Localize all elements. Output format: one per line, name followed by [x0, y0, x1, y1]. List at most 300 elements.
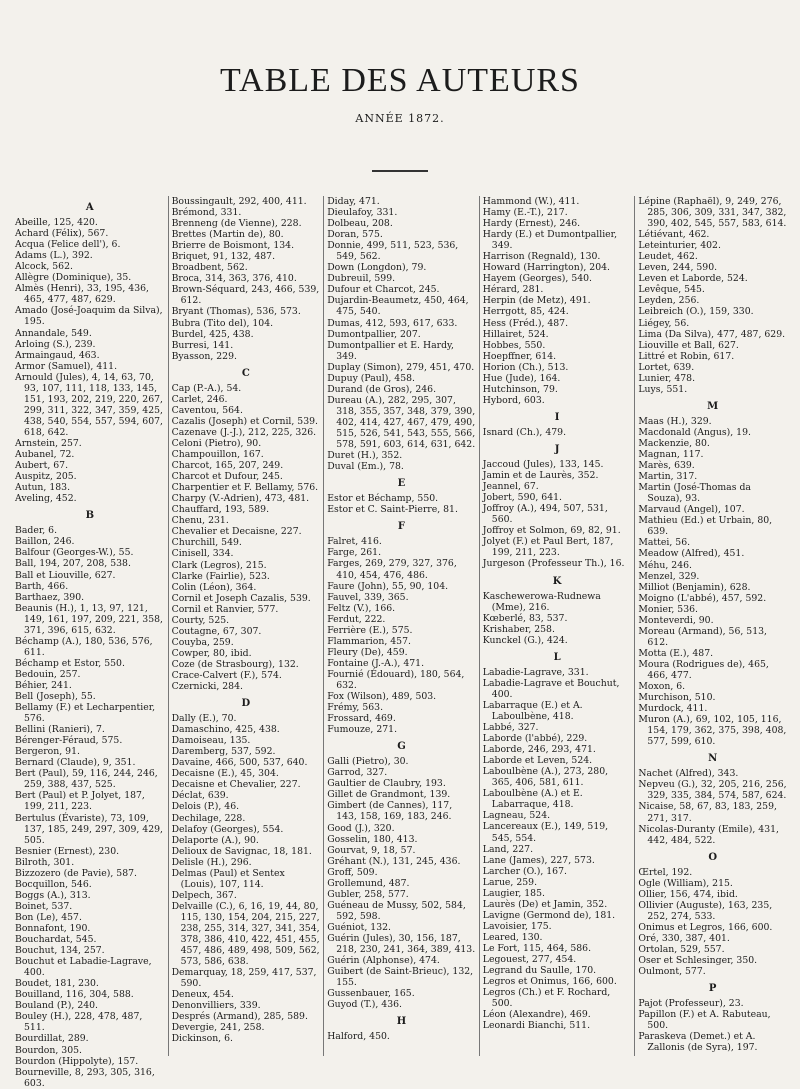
- index-entry: Bourneville, 8, 293, 305, 316, 603.: [15, 1066, 155, 1089]
- index-entry: Bell (Joseph), 55.: [15, 691, 96, 703]
- index-entry: Daremberg, 537, 592.: [171, 746, 276, 758]
- index-entry: Guyod (T.), 436.: [327, 999, 403, 1011]
- index-entry: Dally (E.), 70.: [171, 713, 237, 725]
- index-entry: Barth, 466.: [15, 580, 69, 592]
- section-letter: H: [396, 1016, 407, 1028]
- index-entry: Hybord, 603.: [482, 394, 545, 406]
- index-entry: Monteverdi, 90.: [638, 614, 714, 626]
- index-entry: Bedouin, 257.: [15, 668, 81, 680]
- index-entry: Broca, 314, 363, 376, 410.: [171, 273, 297, 285]
- index-entry: Leven, 244, 590.: [638, 262, 718, 274]
- index-entry: Onimus et Legros, 166, 600.: [638, 921, 773, 933]
- index-entry: Hutchinson, 79.: [482, 383, 558, 395]
- index-entry: Hess (Fréd.), 487.: [482, 317, 569, 329]
- index-entry: Bonnafont, 190.: [15, 923, 91, 934]
- index-entry: Larcher (O.), 167.: [482, 865, 567, 877]
- index-entry: Couyba, 259.: [171, 636, 234, 648]
- index-entry: Motta (E.), 487.: [638, 647, 714, 659]
- index-entry: Bellamy (F.) et Lecharpentier, 576.: [15, 702, 156, 725]
- index-entry: Carlet, 246.: [171, 393, 228, 405]
- index-entry: Laugier, 185.: [482, 887, 545, 899]
- index-entry: Burresi, 141.: [171, 339, 234, 351]
- index-entry: Amado (José-Joaquim da Silva), 195.: [15, 305, 163, 328]
- index-entry: Duret (H.), 352.: [327, 450, 403, 462]
- index-entry: Baillon, 246.: [15, 536, 75, 548]
- index-entry: Leteinturier, 402.: [638, 240, 721, 252]
- index-entry: Marès, 639.: [638, 460, 695, 472]
- index-entry: Frossard, 469.: [327, 713, 396, 725]
- author-index: [12, 196, 790, 1089]
- index-entry: Chauffard, 193, 589.: [171, 504, 270, 516]
- section-letter: C: [241, 367, 250, 379]
- index-entry: Legros (Ch.) et F. Rochard, 500.: [482, 987, 611, 1010]
- index-entry: Cowper, 80, ibid.: [171, 647, 252, 659]
- index-entry: Delois (P.), 46.: [171, 801, 240, 813]
- index-entry: Lima (Da Silva), 477, 487, 629.: [638, 328, 786, 340]
- index-entry: Laurès (De) et Jamin, 352.: [482, 898, 608, 910]
- index-entry: Demarquay, 18, 259, 417, 537, 590.: [171, 967, 317, 990]
- index-entry: Delaporte (A.), 90.: [171, 834, 259, 846]
- index-entry: Bouchut, 134, 257.: [15, 945, 105, 957]
- index-entry: Ollivier (Auguste), 163, 235, 252, 274, 533.: [638, 899, 773, 922]
- index-entry: Balfour (Georges-W.), 55.: [15, 547, 134, 559]
- index-entry: Bérenger-Féraud, 575.: [15, 735, 123, 747]
- index-entry: Labbé, 327.: [482, 722, 539, 734]
- index-entry: Burdel, 425, 438.: [171, 328, 254, 340]
- index-entry: Larue, 259.: [482, 876, 538, 888]
- index-entry: Nachet (Alfred), 343.: [638, 768, 739, 780]
- index-entry: Ferrière (E.), 575.: [327, 624, 413, 636]
- index-entry: Guéniot, 132.: [327, 921, 392, 933]
- index-entry: Allègre (Dominique), 35.: [15, 272, 132, 284]
- section-letter: B: [85, 510, 95, 522]
- index-entry: Celoni (Pietro), 90.: [171, 437, 262, 449]
- index-entry: Labadie-Lagrave, 331.: [482, 666, 589, 678]
- index-entry: Moxon, 6.: [638, 681, 686, 693]
- index-entry: Boinet, 537.: [15, 900, 73, 912]
- index-entry: Dumontpallier, 207.: [327, 328, 421, 340]
- index-entry: Arnould (Jules), 4, 14, 63, 70, 93, 107, 111, 118, 133, 145, 151, 193, 202, 219, 220, 267, 299, 311, 322, 347, 359, 425, 438, 540, 554, 557, 594, 607, 618, 642.: [15, 371, 163, 438]
- index-entry: Delmas (Paul) et Sentex (Louis), 107, 114.: [171, 867, 285, 890]
- index-entry: Charpentier et F. Bellamy, 576.: [171, 482, 319, 494]
- index-entry: Muron (A.), 69, 102, 105, 116, 154, 179, 362, 375, 398, 408, 577, 599, 610.: [638, 714, 787, 748]
- section-letter: P: [708, 983, 717, 995]
- index-entry: Legros et Onimus, 166, 600.: [482, 976, 617, 988]
- index-column-3: [323, 196, 479, 1056]
- index-entry: Luys, 551.: [638, 383, 688, 395]
- index-entry: Byasson, 229.: [171, 350, 237, 362]
- index-entry: Martin (José-Thomas da Souza), 93.: [638, 482, 751, 505]
- index-entry: Hue (Jude), 164.: [482, 372, 561, 384]
- index-entry: Méhu, 246.: [638, 559, 692, 571]
- index-entry: Lagneau, 524.: [482, 810, 551, 822]
- index-entry: Kœberlé, 83, 537.: [482, 612, 568, 624]
- index-entry: Down (Longdon), 79.: [327, 262, 427, 274]
- index-entry: Davaine, 466, 500, 537, 640.: [171, 757, 308, 769]
- index-entry: Bourdillat, 289.: [15, 1033, 89, 1045]
- index-entry: Dumontpallier et E. Hardy, 349.: [327, 339, 454, 362]
- index-entry: Guéneau de Mussy, 502, 584, 592, 598.: [327, 899, 466, 922]
- index-entry: Cinisell, 334.: [171, 548, 234, 560]
- index-entry: Lavigne (Germond de), 181.: [482, 909, 616, 921]
- index-entry: Krishaber, 258.: [482, 623, 555, 635]
- index-entry: Œrtel, 192.: [638, 866, 693, 878]
- index-entry: Ogle (William), 215.: [638, 877, 733, 889]
- index-entry: Gréhant (N.), 131, 245, 436.: [327, 855, 461, 867]
- index-entry: Chevalier et Decaisne, 227.: [171, 526, 302, 538]
- index-entry: Bryant (Thomas), 536, 573.: [171, 306, 301, 318]
- index-entry: Isnard (Ch.), 479.: [482, 426, 567, 438]
- index-entry: Ortolan, 529, 557.: [638, 944, 725, 956]
- index-entry: Brenneng (de Vienne), 228.: [171, 218, 302, 230]
- index-entry: Duplay (Simon), 279, 451, 470.: [327, 361, 475, 373]
- index-entry: Dupuy (Paul), 458.: [327, 372, 415, 384]
- index-entry: Hobbes, 550.: [482, 339, 546, 351]
- index-entry: Gubler, 258, 577.: [327, 888, 409, 900]
- index-entry: Caventou, 564.: [171, 404, 243, 416]
- index-entry: Murdock, 411.: [638, 703, 708, 715]
- index-entry: Laborde et Leven, 524.: [482, 755, 593, 767]
- index-entry: Mattei, 56.: [638, 537, 691, 549]
- index-entry: Besnier (Ernest), 230.: [15, 845, 120, 857]
- index-entry: Bilroth, 301.: [15, 856, 75, 868]
- index-entry: Oré, 330, 387, 401.: [638, 933, 730, 944]
- index-entry: Le Fort, 115, 464, 586.: [482, 943, 592, 954]
- index-entry: Gussenbauer, 165.: [327, 988, 415, 1000]
- index-entry: Aubanel, 72.: [15, 449, 75, 461]
- index-entry: Farge, 261.: [327, 547, 382, 559]
- index-entry: Hoepffner, 614.: [482, 350, 557, 362]
- index-entry: Groff, 509.: [327, 866, 378, 878]
- index-entry: Frémy, 563.: [327, 702, 384, 714]
- index-entry: Jamin et de Laurès, 352.: [482, 470, 599, 482]
- index-entry: Damoiseau, 135.: [171, 735, 251, 747]
- index-entry: Guibert (de Saint-Brieuc), 132, 155.: [327, 966, 474, 989]
- index-entry: Colin (Léon), 364.: [171, 581, 257, 593]
- index-entry: Bert (Paul), 59, 116, 244, 246, 259, 388, 437, 525.: [15, 768, 158, 791]
- index-entry: Donnie, 499, 511, 523, 536, 549, 562.: [327, 240, 459, 263]
- index-entry: Harrison (Regnald), 130.: [482, 251, 601, 263]
- section-letter: O: [708, 851, 718, 863]
- index-entry: Doran, 575.: [327, 229, 383, 241]
- index-entry: Bergeron, 91.: [15, 746, 80, 758]
- index-entry: Macdonald (Angus), 19.: [638, 426, 751, 438]
- index-entry: Flammarion, 457.: [327, 635, 411, 647]
- index-entry: Dubreuil, 599.: [327, 273, 396, 285]
- index-entry: Laboulbène (A.) et E. Labarraque, 418.: [482, 788, 583, 811]
- index-entry: Lunier, 478.: [638, 372, 696, 384]
- index-entry: Feltz (V.), 166.: [327, 602, 396, 614]
- index-entry: Dickinson, 6.: [171, 1033, 233, 1045]
- index-entry: Dechilage, 228.: [171, 812, 246, 824]
- index-entry: Jobert, 590, 641.: [482, 492, 563, 504]
- index-entry: Mackenzie, 80.: [638, 437, 710, 449]
- index-entry: Liouville et Ball, 627.: [638, 339, 739, 351]
- index-entry: Bon (Le), 457.: [15, 911, 82, 923]
- index-entry: Adams (L.), 392.: [15, 250, 93, 262]
- index-entry: Gillet de Grandmont, 139.: [327, 789, 451, 801]
- index-entry: Legrand du Saulle, 170.: [482, 965, 597, 977]
- page-title: TABLE DES AUTEURS: [220, 62, 580, 99]
- index-entry: Courty, 525.: [171, 614, 230, 626]
- index-entry: Joffroy et Solmon, 69, 82, 91.: [482, 525, 621, 537]
- index-entry: Denonvilliers, 339.: [171, 1000, 261, 1012]
- index-entry: Guérin (Jules), 30, 156, 187, 218, 230, 241, 364, 389, 413.: [327, 933, 476, 956]
- index-entry: Armor (Samuel), 411.: [15, 360, 118, 372]
- index-entry: Broadbent, 562.: [171, 262, 248, 274]
- index-entry: Milliot (Benjamin), 628.: [638, 581, 751, 593]
- index-entry: Howard (Harrington), 204.: [482, 262, 610, 274]
- index-entry: Chenu, 231.: [171, 515, 229, 527]
- index-entry: Ferdut, 222.: [327, 613, 386, 625]
- index-entry: Lancereaux (E.), 149, 519, 545, 554.: [482, 821, 609, 844]
- index-entry: Bouchut et Labadie-Lagrave, 400.: [15, 956, 152, 979]
- index-entry: Dieulafoy, 331.: [327, 207, 398, 219]
- index-entry: Béhier, 241.: [15, 679, 72, 691]
- index-entry: Durand (de Gros), 246.: [327, 383, 437, 395]
- section-letter: I: [554, 411, 560, 423]
- index-entry: Briquet, 91, 132, 487.: [171, 251, 276, 263]
- index-entry: Galli (Pietro), 30.: [327, 756, 409, 768]
- index-entry: Ball, 194, 207, 208, 538.: [15, 558, 131, 570]
- index-column-2: [168, 196, 324, 1056]
- index-entry: Auspitz, 205.: [15, 471, 77, 483]
- index-entry: Hérard, 281.: [482, 284, 544, 296]
- index-entry: Achard (Félix), 567.: [15, 228, 109, 240]
- index-entry: Legouest, 277, 454.: [482, 954, 577, 966]
- index-entry: Decaisne (E.), 45, 304.: [171, 768, 279, 780]
- index-entry: Meadow (Alfred), 451.: [638, 548, 745, 560]
- index-entry: Kaschewerowa-Rudnewa (Mme), 216.: [482, 590, 601, 613]
- index-entry: Jeannel, 67.: [482, 481, 539, 493]
- index-entry: Cornil et Joseph Cazalis, 539.: [171, 592, 311, 604]
- index-entry: Lavoisier, 175.: [482, 920, 552, 932]
- index-entry: Farges, 269, 279, 327, 376, 410, 454, 476, 486.: [327, 558, 457, 581]
- index-entry: Béchamp et Estor, 550.: [15, 657, 125, 669]
- index-entry: Marvaud (Angel), 107.: [638, 504, 745, 516]
- index-entry: Arloing (S.), 239.: [15, 338, 96, 350]
- index-entry: Després (Armand), 285, 589.: [171, 1011, 308, 1023]
- index-entry: Bouley (H.), 228, 478, 487, 511.: [15, 1011, 143, 1034]
- index-entry: Charpy (V.-Adrien), 473, 481.: [171, 493, 310, 505]
- index-entry: Alcock, 562.: [15, 261, 73, 273]
- index-column-1: [12, 196, 168, 1089]
- index-entry: Brierre de Boismont, 134.: [171, 240, 295, 252]
- index-entry: Hardy (Ernest), 246.: [482, 218, 581, 230]
- index-entry: Fumouze, 271.: [327, 724, 398, 736]
- index-entry: Garrod, 327.: [327, 767, 388, 779]
- index-entry: Bouchardat, 545.: [15, 934, 97, 946]
- index-entry: Levêque, 545.: [638, 284, 705, 296]
- index-entry: Laborde (l'abbé), 229.: [482, 733, 588, 745]
- index-entry: Ball et Liouville, 627.: [15, 569, 116, 581]
- index-entry: Fleury (De), 459.: [327, 646, 408, 658]
- index-entry: Fox (Wilson), 489, 503.: [327, 691, 437, 703]
- index-entry: Hamy (E.-T.), 217.: [482, 207, 568, 219]
- index-entry: Herpin (de Metz), 491.: [482, 295, 591, 307]
- index-entry: Good (J.), 320.: [327, 822, 395, 834]
- index-entry: Autun, 183.: [15, 482, 71, 494]
- index-entry: Leudet, 462.: [638, 251, 698, 263]
- index-entry: Murchison, 510.: [638, 692, 716, 704]
- index-entry: Menzel, 329.: [638, 570, 700, 582]
- index-entry: Fauvel, 339, 365.: [327, 591, 409, 603]
- section-letter: F: [397, 521, 406, 533]
- title-divider: [372, 170, 428, 172]
- index-entry: Bourdon, 305.: [15, 1044, 83, 1056]
- index-entry: Beaunis (H.), 1, 13, 97, 121, 149, 161, 197, 209, 221, 358, 371, 396, 615, 632.: [15, 602, 163, 636]
- index-entry: Armaingaud, 463.: [15, 349, 100, 361]
- index-entry: Monier, 536.: [638, 603, 698, 615]
- index-entry: Decaisne et Chevalier, 227.: [171, 779, 301, 791]
- index-entry: Delafoy (Georges), 554.: [171, 823, 284, 835]
- section-letter: M: [707, 400, 719, 412]
- index-entry: Arnstein, 257.: [15, 437, 82, 449]
- index-entry: Déclat, 639.: [171, 790, 229, 802]
- index-entry: Crace-Calvert (F.), 574.: [171, 669, 282, 681]
- index-entry: Jaccoud (Jules), 133, 145.: [482, 459, 604, 471]
- index-entry: Falret, 416.: [327, 536, 382, 548]
- index-entry: Bert (Paul) et P. Jolyet, 187, 199, 211, 223.: [15, 790, 145, 813]
- index-entry: Damaschino, 425, 438.: [171, 724, 280, 736]
- index-entry: Oulmont, 577.: [638, 966, 706, 978]
- section-letter: G: [397, 741, 406, 753]
- section-letter: J: [554, 443, 560, 455]
- index-entry: Bizzozero (de Pavie), 587.: [15, 867, 137, 879]
- index-entry: Almès (Henri), 33, 195, 436, 465, 477, 487, 629.: [15, 283, 150, 306]
- index-entry: Bouland (P.), 240.: [15, 1000, 99, 1012]
- index-entry: Cap (P.-A.), 54.: [171, 382, 242, 394]
- index-entry: Dufour et Charcot, 245.: [327, 284, 440, 296]
- index-entry: Gaultier de Claubry, 193.: [327, 778, 446, 790]
- index-entry: Papillon (F.) et A. Rabuteau, 500.: [638, 1009, 771, 1032]
- index-entry: Bocquillon, 546.: [15, 878, 92, 890]
- index-entry: Guérin (Alphonse), 474.: [327, 955, 440, 967]
- index-entry: Nepveu (G.), 32, 205, 216, 256, 329, 335, 384, 574, 587, 624.: [638, 779, 787, 802]
- index-column-5: [634, 196, 790, 1056]
- index-entry: Gosselin, 180, 413.: [327, 833, 418, 845]
- index-entry: Mathieu (Ed.) et Urbain, 80, 639.: [638, 515, 773, 538]
- index-entry: Aubert, 67.: [15, 460, 69, 472]
- index-entry: Fontaine (J.-A.), 471.: [327, 657, 425, 669]
- index-entry: Abeille, 125, 420.: [15, 217, 98, 229]
- index-entry: Labadie-Lagrave et Bouchut, 400.: [482, 677, 620, 700]
- index-entry: Bader, 6.: [15, 525, 58, 537]
- section-letter: D: [241, 698, 251, 710]
- index-entry: Coze (de Strasbourg), 132.: [171, 658, 299, 670]
- index-entry: Gourvat, 9, 18, 57.: [327, 844, 416, 856]
- index-entry: Boussingault, 292, 400, 411.: [171, 196, 307, 207]
- index-entry: Estor et Béchamp, 550.: [327, 493, 439, 505]
- index-entry: Brettes (Martin de), 80.: [171, 229, 284, 241]
- index-entry: Liégey, 56.: [638, 317, 690, 329]
- index-entry: Coutagne, 67, 307.: [171, 625, 262, 637]
- index-entry: Magnan, 117.: [638, 449, 704, 461]
- index-entry: Gimbert (de Cannes), 117, 143, 158, 169, 183, 246.: [327, 800, 453, 823]
- index-entry: Oser et Schlesinger, 350.: [638, 955, 758, 967]
- index-entry: Paraskeva (Demet.) et A. Zallonis (de Syra), 197.: [638, 1031, 758, 1054]
- index-entry: Léon (Alexandre), 469.: [482, 1009, 591, 1021]
- index-entry: Bertulus (Évariste), 73, 109, 137, 185, 249, 297, 309, 429, 505.: [15, 812, 163, 846]
- index-entry: Hayem (Georges), 540.: [482, 273, 593, 285]
- index-entry: Hillairet, 524.: [482, 328, 549, 340]
- index-entry: Leared, 130.: [482, 931, 543, 943]
- index-entry: Cazalis (Joseph) et Cornil, 539.: [171, 415, 319, 427]
- section-letter: L: [553, 651, 561, 663]
- index-entry: Moreau (Armand), 56, 513, 612.: [638, 625, 767, 648]
- index-entry: Bellini (Ranieri), 7.: [15, 724, 105, 736]
- index-entry: Brown-Séquard, 243, 466, 539, 612.: [171, 284, 320, 307]
- index-entry: Béchamp (A.), 180, 536, 576, 611.: [15, 635, 153, 658]
- index-entry: Dureau (A.), 282, 295, 307, 318, 355, 357, 348, 379, 390, 402, 414, 427, 467, 479, 490, 515, 526, 541, 543, 555, 566, 578, 591, 603, 614, 631, 642.: [327, 394, 476, 451]
- index-entry: Jolyet (F.) et Paul Bert, 187, 199, 211, 223.: [482, 536, 614, 559]
- index-entry: Charcot et Dufour, 245.: [171, 471, 283, 483]
- index-entry: Clark (Legros), 215.: [171, 559, 267, 571]
- section-letter: N: [708, 753, 718, 765]
- index-entry: Churchill, 549.: [171, 537, 242, 549]
- section-letter: A: [85, 202, 94, 213]
- index-entry: Delpech, 367.: [171, 889, 237, 901]
- index-entry: Delisle (H.), 296.: [171, 856, 252, 868]
- index-entry: Littré et Robin, 617.: [638, 350, 735, 362]
- index-entry: Leyden, 256.: [638, 295, 700, 307]
- index-entry: Duval (Em.), 78.: [327, 461, 404, 473]
- index-entry: Kunckel (G.), 424.: [482, 634, 568, 646]
- index-entry: Devergie, 241, 258.: [171, 1022, 265, 1034]
- index-entry: Dolbeau, 208.: [327, 218, 393, 230]
- index-entry: Herrgott, 85, 424.: [482, 306, 569, 318]
- index-entry: Annandale, 549.: [15, 327, 92, 339]
- index-entry: Horion (Ch.), 513.: [482, 361, 569, 373]
- index-entry: Land, 227.: [482, 843, 534, 855]
- index-entry: Aveling, 452.: [15, 493, 77, 505]
- index-entry: Leven et Laborde, 524.: [638, 273, 748, 285]
- index-entry: Ollier, 156, 474, ibid.: [638, 888, 738, 900]
- index-entry: Deneux, 454.: [171, 989, 234, 1001]
- index-entry: Leibreich (O.), 159, 330.: [638, 306, 754, 318]
- year-subtitle: ANNÉE 1872.: [355, 112, 445, 125]
- index-entry: Cornil et Ranvier, 577.: [171, 603, 279, 615]
- index-entry: Moigno (L'abbé), 457, 592.: [638, 592, 767, 604]
- index-entry: Fournié (Édouard), 180, 564, 632.: [327, 668, 465, 691]
- index-entry: Champouillon, 167.: [171, 449, 264, 461]
- index-entry: Boudet, 181, 230.: [15, 978, 99, 990]
- index-entry: Pajot (Professeur), 23.: [638, 998, 744, 1010]
- index-entry: Hammond (W.), 411.: [482, 196, 580, 207]
- index-entry: Boggs (A.), 313.: [15, 889, 91, 901]
- index-entry: Estor et C. Saint-Pierre, 81.: [327, 504, 458, 516]
- index-entry: Lépine (Raphaël), 9, 249, 276, 285, 306, 309, 331, 347, 382, 390, 402, 545, 557, 583, 614.: [638, 196, 787, 230]
- index-entry: Dumas, 412, 593, 617, 633.: [327, 317, 458, 329]
- index-entry: Laboulbène (A.), 273, 280, 365, 406, 581, 611.: [482, 766, 609, 789]
- index-entry: Bouilland, 116, 304, 588.: [15, 989, 134, 1001]
- index-entry: Hardy (E.) et Dumontpallier, 349.: [482, 229, 618, 252]
- index-entry: Acqua (Felice dell'), 6.: [15, 239, 121, 251]
- index-entry: Dujardin-Beaumetz, 450, 464, 475, 540.: [327, 295, 469, 318]
- index-entry: Labarraque (E.) et A. Laboulbène, 418.: [482, 699, 583, 723]
- index-entry: Laborde, 246, 293, 471.: [482, 744, 596, 756]
- index-entry: Joffroy (A.), 494, 507, 531, 560.: [482, 503, 608, 526]
- index-entry: Létiévant, 462.: [638, 229, 710, 241]
- index-entry: Bubra (Tito del), 104.: [171, 317, 274, 329]
- index-entry: Jurgeson (Professeur Th.), 16.: [482, 558, 625, 570]
- index-entry: Nicolas-Duranty (Emile), 431, 442, 484, 522.: [638, 823, 779, 846]
- section-letter: E: [397, 478, 406, 490]
- index-entry: Martin, 317.: [638, 471, 698, 483]
- index-entry: Clarke (Fairlie), 523.: [171, 570, 270, 582]
- index-entry: Maas (H.), 329.: [638, 415, 712, 427]
- index-entry: Delvaille (C.), 6, 16, 19, 44, 80, 115, 130, 154, 204, 215, 227, 238, 255, 314, 327, 341, 354, 378, 386, 410, 422, 451, 455, 457, 486, 489, 498, 509, 562, 573, 586, 638.: [171, 900, 320, 968]
